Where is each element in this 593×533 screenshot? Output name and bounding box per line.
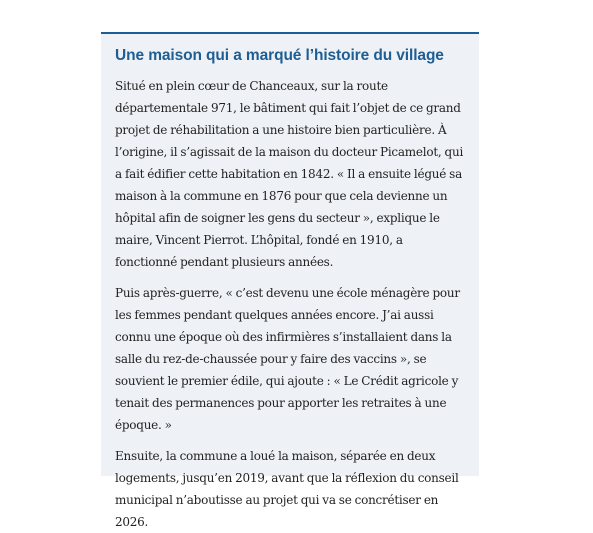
paragraph-2: Puis après-guerre, « c’est devenu une école ménagère pour les femmes pendant quelques années encore. J’ai aussi connu une époque où des infirmières s’installaient dans la salle du rez-de-chaussée pour y faire des vaccins », se souvient le premier édile, qui ajoute : « Le Crédit agricole y tenait des permanences pour apporter les retraites à une époque. » — [115, 286, 460, 432]
paragraph-1: Situé en plein cœur de Chanceaux, sur la route départementale 971, le bâtiment qui fait l’objet de ce grand projet de réhabilitation a une histoire bien particulière. À l’origine, il s’agissait de la maison du docteur Picamelot, qui a fait édifier cette habitation en 1842. « Il a ensuite légué sa maison à la commune en 1876 pour que cela devienne un hôpital afin de soigner les gens du secteur », explique le maire, Vincent Pierrot. L’hôpital, fondé en 1910, a fonctionné pendant plusieurs années. — [115, 79, 464, 269]
paragraph-3: Ensuite, la commune a loué la maison, séparée en deux logements, jusqu’en 2019, avant que la réflexion du conseil municipal n’aboutisse au projet qui va se concrétiser en 2026. — [115, 449, 459, 529]
box-title: Une maison qui a marqué l’histoire du village — [115, 47, 444, 64]
article-info-box — [101, 32, 479, 529]
